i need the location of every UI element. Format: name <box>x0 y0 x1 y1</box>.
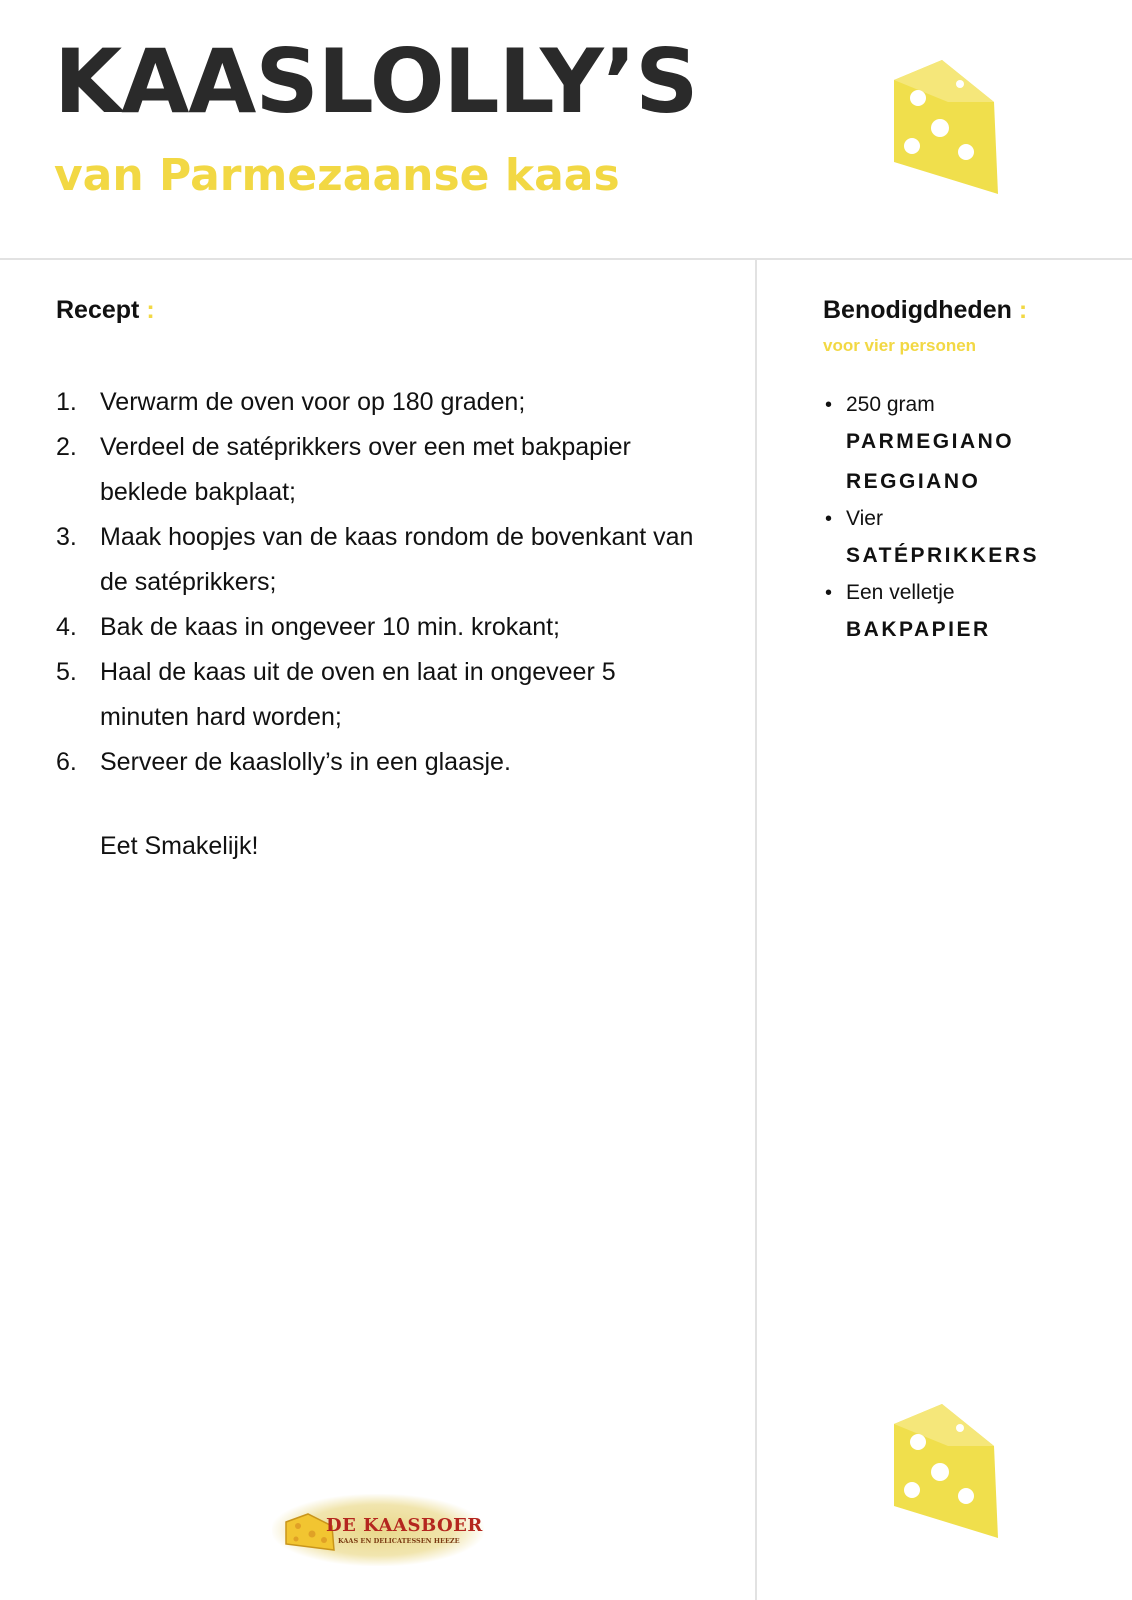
step-text: Haal de kaas uit de oven en laat in ongeveer 5 minuten hard worden; <box>100 658 616 731</box>
logo-tagline: KAAS EN DELICATESSEN HEEZE <box>338 1537 460 1545</box>
page-subtitle: van Parmezaanse kaas <box>54 150 620 201</box>
recipe-steps <box>56 380 706 785</box>
recipe-heading-label: Recept <box>56 296 140 324</box>
recipe-heading <box>56 296 155 325</box>
ingredient-quantity: Vier <box>846 507 883 530</box>
ingredient-quantity: 250 gram <box>846 393 935 416</box>
recipe-step <box>56 740 706 785</box>
step-number: 4. <box>56 613 77 641</box>
store-logo <box>272 1494 484 1566</box>
ingredient-item <box>823 388 1113 502</box>
ingredient-name: BAKPAPIER <box>846 618 991 641</box>
ingredient-item <box>823 502 1113 576</box>
bullet: • <box>825 394 833 416</box>
column-divider <box>755 260 757 1600</box>
header-divider <box>0 258 1132 260</box>
ingredient-name: PARMEGIANO REGGIANO <box>846 430 1015 493</box>
logo-name: DE KAASBOER <box>326 1515 483 1536</box>
recipe-step <box>56 605 706 650</box>
page-title: KAASLOLLY’S <box>54 30 698 133</box>
supplies-heading-label: Benodigdheden <box>823 296 1012 324</box>
step-number: 5. <box>56 658 77 686</box>
step-text: Verwarm de oven voor op 180 graden; <box>100 388 526 416</box>
ingredient-name: SATÉPRIKKERS <box>846 544 1039 567</box>
step-number: 2. <box>56 433 77 461</box>
step-text: Verdeel de satéprikkers over een met bakpapier beklede bakplaat; <box>100 433 631 506</box>
step-number: 6. <box>56 748 77 776</box>
cheese-icon <box>888 1402 1000 1538</box>
recipe-step <box>56 380 706 425</box>
recipe-step <box>56 515 706 605</box>
recipe-heading-colon: : <box>146 296 155 324</box>
step-number: 3. <box>56 523 77 551</box>
step-text: Maak hoopjes van de kaas rondom de bovenkant van de satéprikkers; <box>100 523 694 596</box>
ingredient-quantity: Een velletje <box>846 581 955 604</box>
supplies-heading-colon: : <box>1018 296 1028 324</box>
step-text: Serveer de kaaslolly’s in een glaasje. <box>100 748 511 776</box>
step-text: Bak de kaas in ongeveer 10 min. krokant; <box>100 613 560 641</box>
recipe-step <box>56 425 706 515</box>
bullet: • <box>825 508 833 530</box>
bullet: • <box>825 582 833 604</box>
ingredient-list <box>823 388 1113 650</box>
supplies-subtitle: voor vier personen <box>823 336 977 355</box>
supplies-heading <box>823 296 1027 325</box>
cheese-icon <box>888 58 1000 194</box>
step-number: 1. <box>56 388 77 416</box>
recipe-step <box>56 650 706 740</box>
closing-text: Eet Smakelijk! <box>100 832 259 860</box>
ingredient-item <box>823 576 1113 650</box>
